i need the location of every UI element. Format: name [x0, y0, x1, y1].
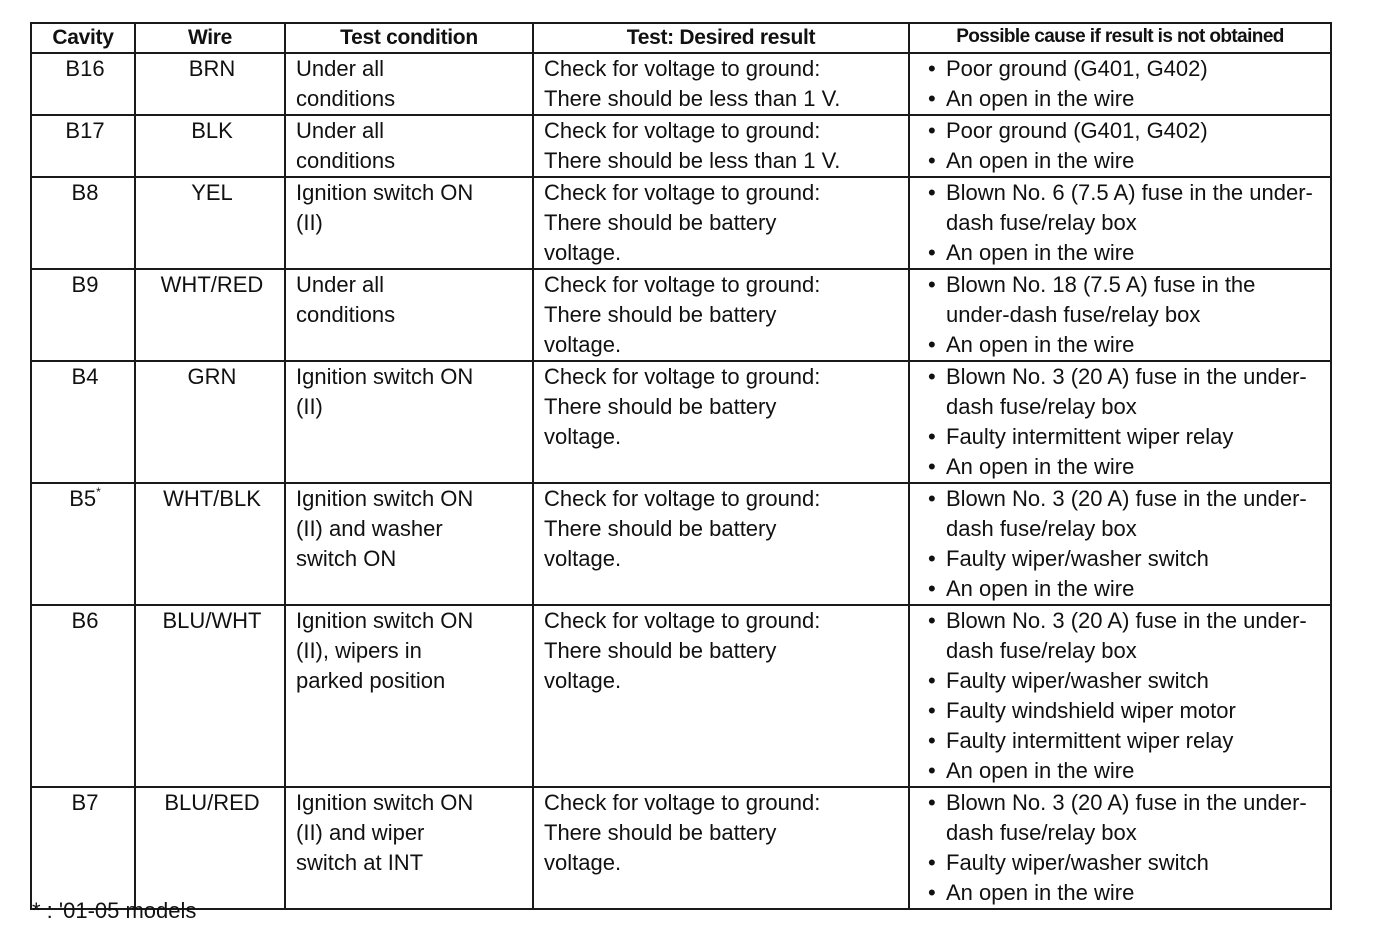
- header-row: [31, 23, 1331, 53]
- result-line: There should be battery: [544, 638, 777, 663]
- wire-cell: YEL: [135, 177, 285, 269]
- table-row: [31, 115, 1331, 177]
- cause-item: • An open in the wire: [920, 238, 1324, 268]
- cause-item: • Faulty intermittent wiper relay: [920, 726, 1324, 756]
- result-cell: [533, 787, 909, 909]
- table-row: [31, 483, 1331, 605]
- condition-line: (II): [296, 210, 323, 235]
- condition-line: switch ON: [296, 546, 397, 571]
- condition-line: Under all: [296, 56, 385, 81]
- result-line: There should be battery: [544, 516, 777, 541]
- condition-line: Ignition switch ON: [296, 180, 474, 205]
- condition-line: Ignition switch ON: [296, 364, 474, 389]
- cause-item: • Blown No. 3 (20 A) fuse in the under-dash fuse/relay box: [920, 788, 1324, 848]
- cavity-cell: [31, 483, 135, 605]
- cavity-cell: [31, 269, 135, 361]
- condition-line: conditions: [296, 148, 396, 173]
- cause-item: • An open in the wire: [920, 574, 1324, 604]
- condition-line: (II) and washer: [296, 516, 443, 541]
- cause-cell: [909, 177, 1331, 269]
- condition-cell: [285, 269, 533, 361]
- result-cell: [533, 605, 909, 787]
- cause-item: • Blown No. 3 (20 A) fuse in the under-dash fuse/relay box: [920, 362, 1324, 422]
- condition-cell: [285, 177, 533, 269]
- cause-item: • Blown No. 3 (20 A) fuse in the under-dash fuse/relay box: [920, 606, 1324, 666]
- cause-cell: [909, 787, 1331, 909]
- wire-cell: BLK: [135, 115, 285, 177]
- result-line: voltage.: [544, 546, 622, 571]
- result-line: Check for voltage to ground:: [544, 364, 821, 389]
- result-line: Check for voltage to ground:: [544, 608, 821, 633]
- cause-item: • An open in the wire: [920, 146, 1324, 176]
- result-cell: [533, 361, 909, 483]
- result-cell: [533, 269, 909, 361]
- condition-line: (II) and wiper: [296, 820, 425, 845]
- cause-list: [920, 54, 1324, 114]
- cavity-label: B4: [71, 364, 99, 389]
- condition-cell: [285, 605, 533, 787]
- wire-cell: BLU/RED: [135, 787, 285, 909]
- cause-item: • Faulty wiper/washer switch: [920, 544, 1324, 574]
- condition-line: Under all: [296, 118, 385, 143]
- cause-item: • An open in the wire: [920, 878, 1324, 908]
- condition-cell: [285, 483, 533, 605]
- header-wire: Wire: [135, 23, 285, 53]
- cavity-label: B5: [69, 486, 97, 511]
- result-line: Check for voltage to ground:: [544, 272, 821, 297]
- result-line: Check for voltage to ground:: [544, 790, 821, 815]
- cause-list: [920, 270, 1324, 360]
- condition-line: parked position: [296, 668, 446, 693]
- table-row: [31, 269, 1331, 361]
- condition-line: switch at INT: [296, 850, 424, 875]
- cause-list: [920, 116, 1324, 176]
- result-line: voltage.: [544, 424, 622, 449]
- cavity-footnote-mark: *: [96, 485, 101, 499]
- result-line: Check for voltage to ground:: [544, 56, 821, 81]
- cavity-cell: [31, 53, 135, 115]
- condition-line: Under all: [296, 272, 385, 297]
- condition-line: conditions: [296, 86, 396, 111]
- condition-line: Ignition switch ON: [296, 790, 474, 815]
- header-test-condition: Test condition: [285, 23, 533, 53]
- cavity-cell: [31, 177, 135, 269]
- condition-cell: [285, 361, 533, 483]
- condition-cell: [285, 115, 533, 177]
- condition-cell: [285, 787, 533, 909]
- cavity-cell: [31, 605, 135, 787]
- cause-item: • Blown No. 6 (7.5 A) fuse in the under-dash fuse/relay box: [920, 178, 1324, 238]
- cause-item: • Faulty windshield wiper motor: [920, 696, 1324, 726]
- header-cavity: Cavity: [31, 23, 135, 53]
- cavity-label: B9: [71, 272, 99, 297]
- cause-cell: [909, 605, 1331, 787]
- connector-test-table: [30, 22, 1332, 910]
- wire-cell: WHT/BLK: [135, 483, 285, 605]
- result-line: There should be battery: [544, 210, 777, 235]
- table-row: [31, 53, 1331, 115]
- cause-item: • Poor ground (G401, G402): [920, 116, 1324, 146]
- cause-item: • Faulty intermittent wiper relay: [920, 422, 1324, 452]
- cavity-label: B8: [71, 180, 99, 205]
- wire-cell: WHT/RED: [135, 269, 285, 361]
- cause-item: • An open in the wire: [920, 84, 1324, 114]
- condition-line: (II): [296, 394, 323, 419]
- cause-cell: [909, 361, 1331, 483]
- result-line: There should be less than 1 V.: [544, 86, 841, 111]
- header-possible-cause: Possible cause if result is not obtained: [909, 23, 1331, 53]
- cause-item: • An open in the wire: [920, 756, 1324, 786]
- table-row: [31, 177, 1331, 269]
- cavity-label: B7: [71, 790, 99, 815]
- spec-table-wrapper: [30, 22, 1330, 910]
- cause-item: • Poor ground (G401, G402): [920, 54, 1324, 84]
- table-row: [31, 787, 1331, 909]
- result-line: Check for voltage to ground:: [544, 486, 821, 511]
- result-line: Check for voltage to ground:: [544, 118, 821, 143]
- result-cell: [533, 115, 909, 177]
- cause-list: [920, 362, 1324, 482]
- cause-list: [920, 606, 1324, 786]
- cavity-label: B6: [71, 608, 99, 633]
- cause-cell: [909, 483, 1331, 605]
- result-line: voltage.: [544, 668, 622, 693]
- wire-cell: BLU/WHT: [135, 605, 285, 787]
- result-cell: [533, 177, 909, 269]
- cause-item: • Faulty wiper/washer switch: [920, 848, 1324, 878]
- cavity-cell: [31, 787, 135, 909]
- cause-item: • An open in the wire: [920, 452, 1324, 482]
- header-desired-result: Test: Desired result: [533, 23, 909, 53]
- result-cell: [533, 53, 909, 115]
- table-row: [31, 605, 1331, 787]
- cause-cell: [909, 269, 1331, 361]
- result-line: There should be battery: [544, 394, 777, 419]
- condition-line: Ignition switch ON: [296, 608, 474, 633]
- result-cell: [533, 483, 909, 605]
- result-line: Check for voltage to ground:: [544, 180, 821, 205]
- cavity-cell: [31, 115, 135, 177]
- result-line: There should be battery: [544, 820, 777, 845]
- cause-cell: [909, 115, 1331, 177]
- table-row: [31, 361, 1331, 483]
- result-line: There should be battery: [544, 302, 777, 327]
- cause-item: • Blown No. 3 (20 A) fuse in the under-dash fuse/relay box: [920, 484, 1324, 544]
- cause-item: • An open in the wire: [920, 330, 1324, 360]
- result-line: There should be less than 1 V.: [544, 148, 841, 173]
- cause-list: [920, 484, 1324, 604]
- cause-item: • Faulty wiper/washer switch: [920, 666, 1324, 696]
- result-line: voltage.: [544, 850, 622, 875]
- cause-item: • Blown No. 18 (7.5 A) fuse in the under-dash fuse/relay box: [920, 270, 1324, 330]
- cavity-label: B16: [65, 56, 105, 81]
- condition-line: Ignition switch ON: [296, 486, 474, 511]
- cause-list: [920, 178, 1324, 268]
- footnote: * : '01-05 models: [32, 898, 197, 923]
- cause-list: [920, 788, 1324, 908]
- condition-cell: [285, 53, 533, 115]
- cavity-cell: [31, 361, 135, 483]
- condition-line: (II), wipers in: [296, 638, 422, 663]
- wire-cell: GRN: [135, 361, 285, 483]
- cause-cell: [909, 53, 1331, 115]
- result-line: voltage.: [544, 332, 622, 357]
- wire-cell: BRN: [135, 53, 285, 115]
- result-line: voltage.: [544, 240, 622, 265]
- cavity-label: B17: [65, 118, 105, 143]
- condition-line: conditions: [296, 302, 396, 327]
